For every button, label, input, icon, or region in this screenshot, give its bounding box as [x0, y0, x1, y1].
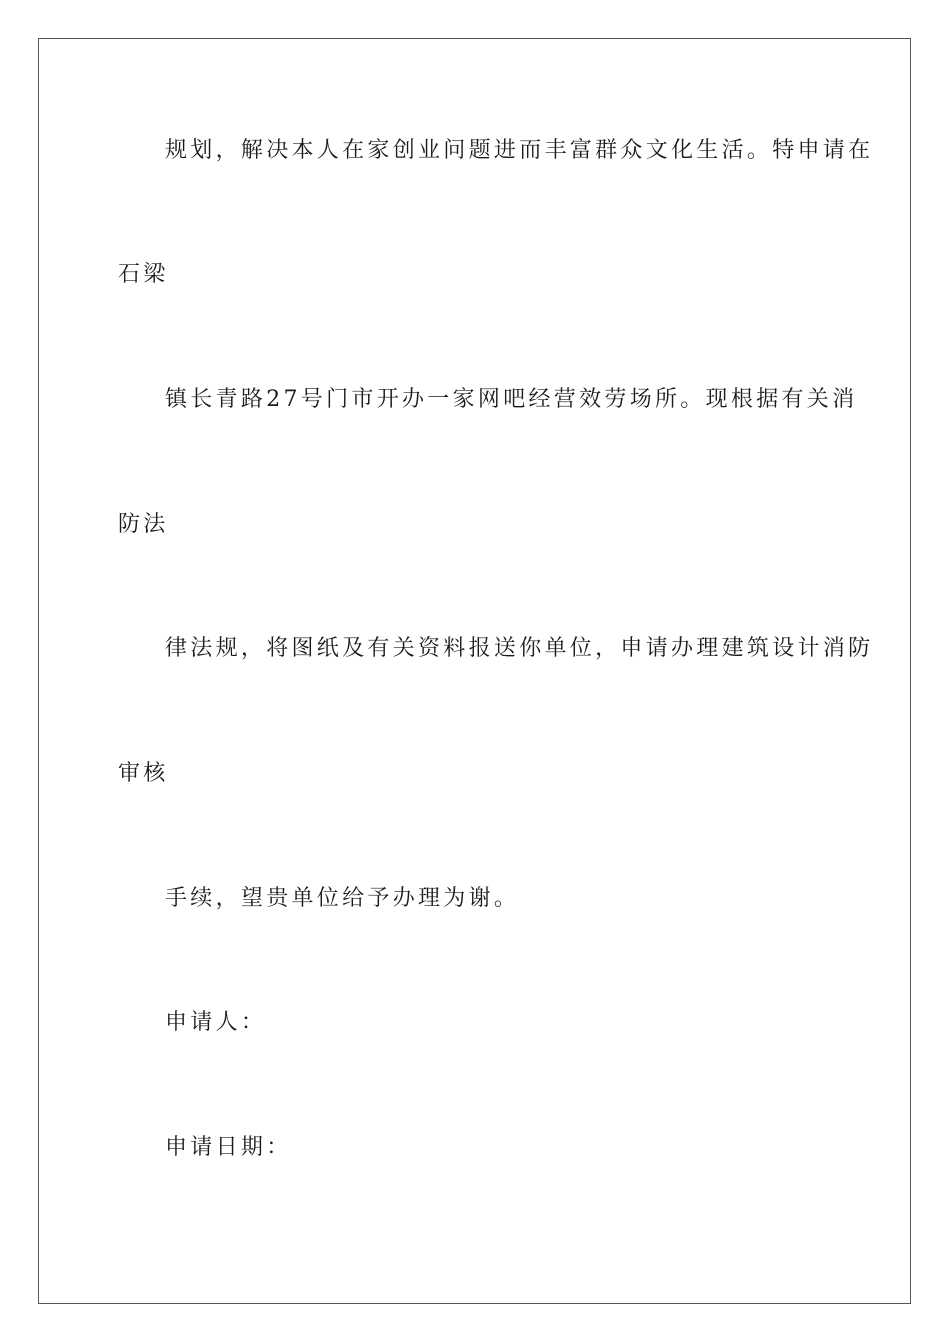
paragraph-line-3: 镇长青路27号门市开办一家网吧经营效劳场所。现根据有关消 — [165, 387, 858, 412]
paragraph-line-1: 规划，解决本人在家创业问题进而丰富群众文化生活。特申请在 — [165, 138, 874, 163]
page-border — [38, 38, 911, 1304]
application-date-label: 申请日期： — [165, 1135, 292, 1160]
paragraph-line-4: 防法 — [118, 512, 169, 537]
applicant-label: 申请人： — [165, 1010, 267, 1035]
paragraph-line-7: 手续，望贵单位给予办理为谢。 — [165, 886, 520, 911]
paragraph-line-5: 律法规，将图纸及有关资料报送你单位，申请办理建筑设计消防 — [165, 636, 874, 661]
paragraph-line-6: 审核 — [118, 761, 169, 786]
paragraph-line-2: 石梁 — [118, 262, 169, 287]
